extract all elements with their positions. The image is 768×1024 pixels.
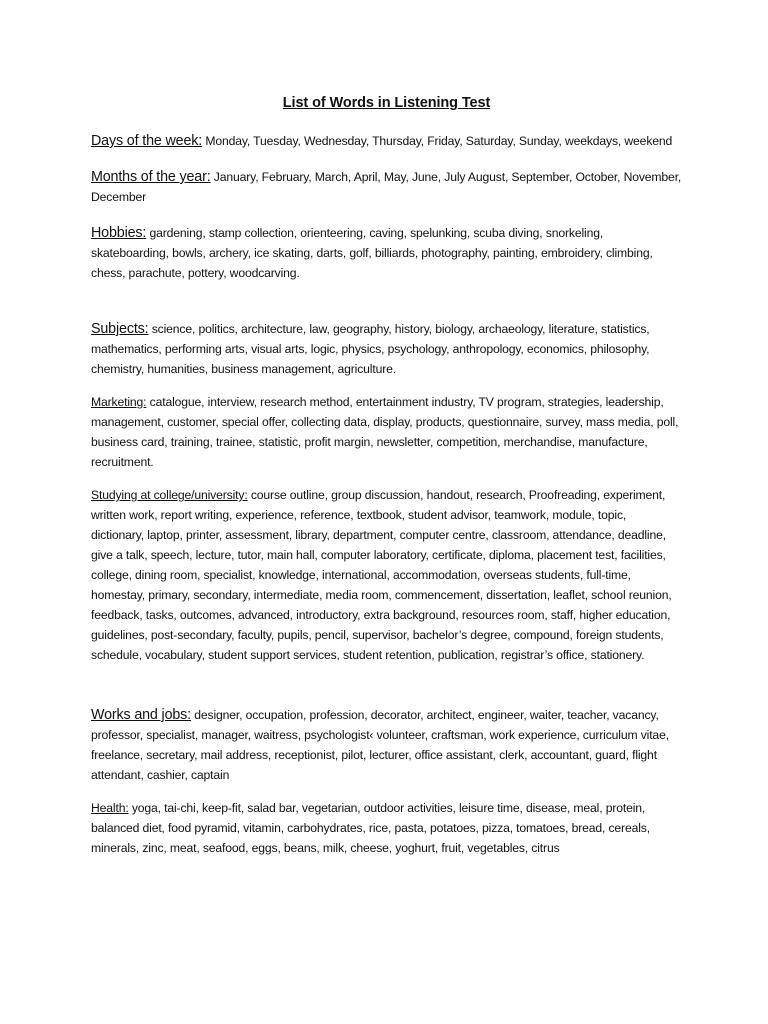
section-marketing <box>91 392 682 472</box>
section-hobbies <box>91 223 682 283</box>
section-subjects <box>91 319 682 379</box>
section-text: catalogue, interview, research method, entertainment industry, TV program, strategies, leadership, management, customer, special offer, collecting data, display, products, questionnaire, survey, mass media, poll, business card, training, trainee, statistic, profit margin, newsletter, competition, merchandise, manufacture, recruitment. <box>91 395 679 469</box>
section-months-of-year <box>91 167 682 207</box>
section-text: Monday, Tuesday, Wednesday, Thursday, Friday, Saturday, Sunday, weekdays, weekend <box>205 134 673 148</box>
section-works-and-jobs <box>91 705 682 785</box>
section-heading: Subjects: <box>91 321 149 337</box>
section-heading: Works and jobs: <box>91 707 191 723</box>
section-text: designer, occupation, profession, decorator, architect, engineer, waiter, teacher, vacancy, professor, specialist, manager, waitress, psychologist‹ volunteer, craftsman, work experience, curriculum vitae, freelance, secretary, mail address, receptionist, pilot, lecturer, office assistant, clerk, accountant, guard, flight attendant, cashier, captain <box>91 708 669 782</box>
section-heading: Months of the year: <box>91 169 211 185</box>
section-health <box>91 798 682 858</box>
section-studying <box>91 485 682 665</box>
section-text: science, politics, architecture, law, geography, history, biology, archaeology, literature, statistics, mathematics, performing arts, visual arts, logic, physics, psychology, anthropology, economics, philosophy, chemistry, humanities, business management, agriculture. <box>91 322 650 376</box>
section-text: course outline, group discussion, handout, research, Proofreading, experiment, written work, report writing, experience, reference, textbook, student advisor, teamwork, module, topic, dictionary, laptop, printer, assessment, library, department, computer centre, classroom, attendance, deadline, give a talk, speech, lecture, tutor, main hall, computer laboratory, certificate, diploma, placement test, facilities, college, dining room, specialist, knowledge, international, accommodation, overseas students, full-time, homestay, primary, secondary, intermediate, media room, commencement, dissertation, leaflet, school reunion, feedback, tasks, outcomes, advanced, introductory, extra background, resources room, staff, higher education, guidelines, post-secondary, faculty, pupils, pencil, supervisor, bachelor’s degree, compound, foreign students, schedule, vocabulary, student support services, student retention, publication, registrar’s office, stationery. <box>91 488 672 662</box>
section-text: January, February, March, April, May, June, July August, September, October, November, December <box>91 170 682 204</box>
section-heading: Studying at college/university: <box>91 488 248 502</box>
section-heading: Hobbies: <box>91 225 147 241</box>
section-text: gardening, stamp collection, orienteering, caving, spelunking, scuba diving, snorkeling, skateboarding, bowls, archery, ice skating, darts, golf, billiards, photography, painting, embroidery, climbing, chess, parachute, pottery, woodcarving. <box>91 226 653 280</box>
section-text: yoga, tai-chi, keep-fit, salad bar, vegetarian, outdoor activities, leisure time, disease, meal, protein, balanced diet, food pyramid, vitamin, carbohydrates, rice, pasta, potatoes, pizza, tomatoes, bread, cereals, minerals, zinc, meat, seafood, eggs, beans, milk, cheese, yoghurt, fruit, vegetables, citrus <box>91 801 650 855</box>
section-heading: Marketing: <box>91 395 147 409</box>
document-title: List of Words in Listening Test <box>282 95 491 111</box>
section-days-of-week <box>91 131 682 151</box>
section-heading: Days of the week: <box>91 133 203 149</box>
section-heading: Health: <box>91 801 129 815</box>
